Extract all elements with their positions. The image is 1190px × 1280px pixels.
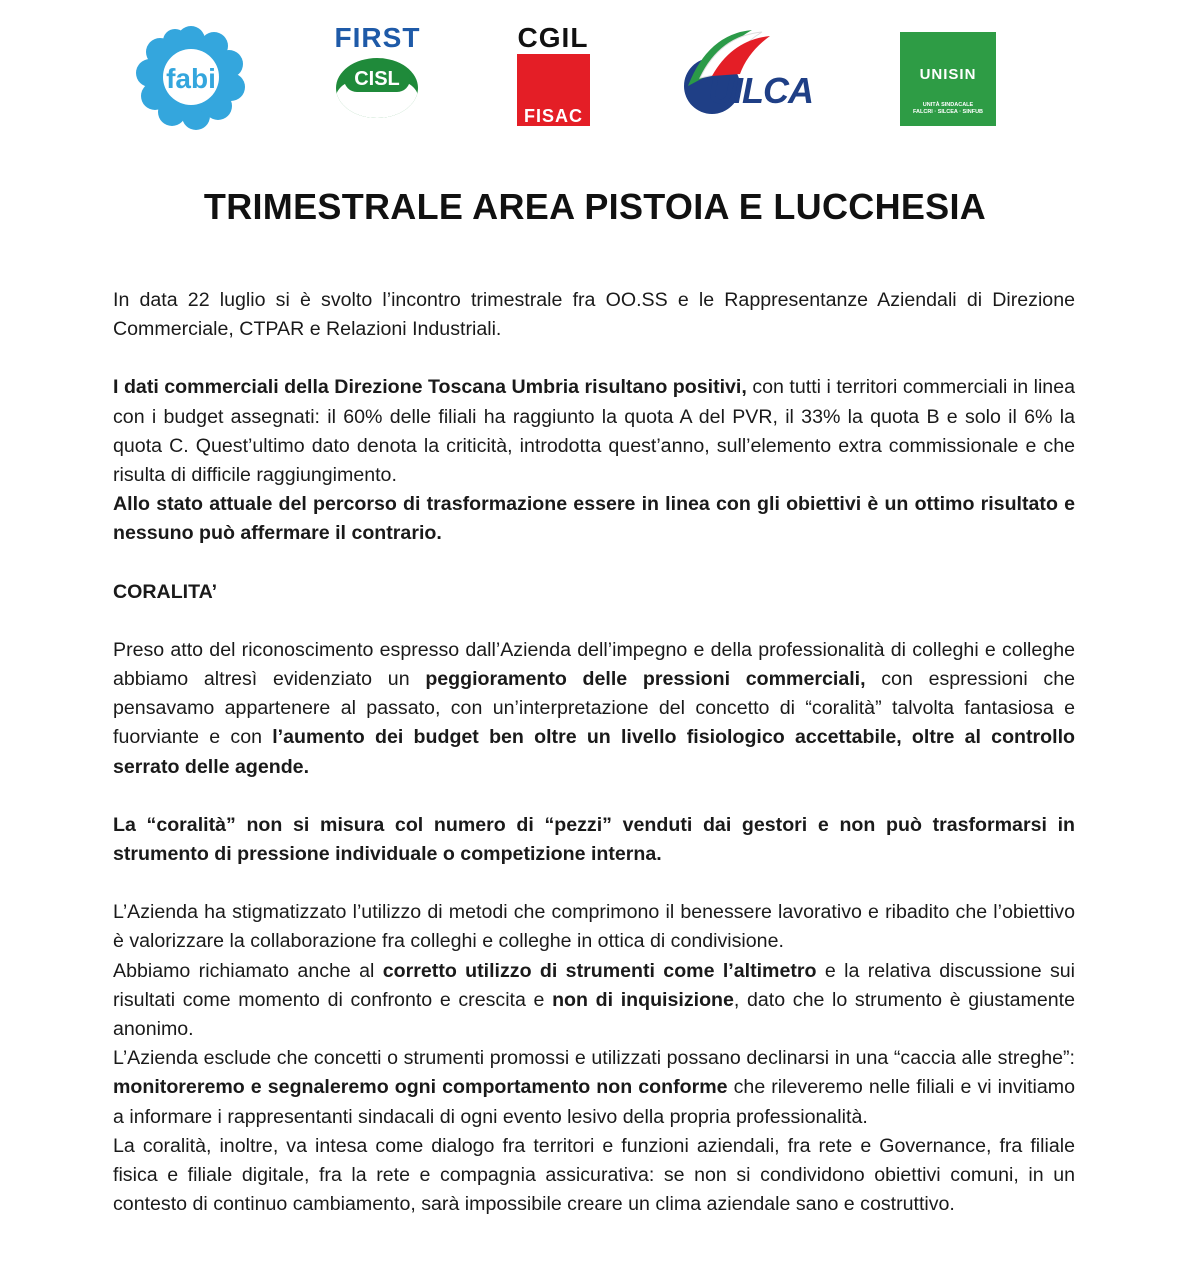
uilca-label: UILCA <box>708 70 813 111</box>
paragraph-company-position: L’Azienda ha stigmatizzato l’utilizzo di metodi che comprimono il benessere lavorativo e ribadito che l’obiettivo è valorizzare la collaborazione fra colleghi e colleghe in ottica di condivisione. <box>113 901 1075 953</box>
document-title: TRIMESTRALE AREA PISTOIA E LUCCHESIA <box>203 186 987 227</box>
fisac-label: FISAC <box>524 106 583 126</box>
paragraph-intro: In data 22 luglio si è svolto l’incontro trimestrale fra OO.SS e le Rappresentanze Aziendali di Direzione Commerciale, CTPAR e Relazioni Industriali. <box>113 289 1075 341</box>
logo-bar <box>0 22 1190 132</box>
unisin-label: UNISIN <box>919 66 977 83</box>
paragraph-corality-statement: La “coralità” non si misura col numero di “pezzi” venduti dai gestori e non può trasformarsi in strumento di pressione individuale o competizione interna. <box>113 813 1075 866</box>
document-body <box>113 286 1075 1219</box>
paragraph-pressures: Preso atto del riconoscimento espresso dall’Azienda dell’impegno e della professionalità di colleghi e colleghe abbiamo altresì evidenziato un peggioramento delle pressioni commerciali, con espressioni che pensavamo appartenere al passato, con un’interpretazione del concetto di “coralità” talvolta fantasiosa e fuorviante e con l’aumento dei budget ben oltre un livello fisiologico accettabile, oltre al controllo serrato delle agende. <box>113 638 1075 778</box>
paragraph-conclusion: Allo stato attuale del percorso di trasformazione essere in linea con gli obiettivi è un ottimo risultato e nessuno può affermare il contrario. <box>113 493 1075 545</box>
first-cisl-logo <box>320 22 435 128</box>
fabi-flower-icon <box>130 24 252 130</box>
fabi-logo <box>130 24 252 130</box>
paragraph-dialogue: La coralità, inoltre, va intesa come dialogo fra territori e funzioni aziendali, fra rete e Governance, fra filiale fisica e filiale digitale, fra la rete e compagnia assicurativa: se non si condividono obiettivi comuni, in un contesto di continuo cambiamento, sarà impossibile creare un clima aziendale sano e costruttivo. <box>113 1134 1075 1216</box>
cgil-fisac-logo <box>515 22 591 128</box>
first-label: FIRST <box>334 22 421 53</box>
paragraph-commercial-data: I dati commerciali della Direzione Toscana Umbria risultano positivi, con tutti i territori commerciali in linea con i budget assegnati: il 60% delle filiali ha raggiunto la quota A del PVR, il 33% la quota B e solo il 6% la quota C. Quest’ultimo dato denota la criticità, introdotta quest’anno, sull’elemento extra commissionale e che risulta di difficile raggiungimento. <box>113 376 1075 487</box>
cisl-label: CISL <box>354 68 400 90</box>
unisin-subtitle: UNITÀ SINDACALE FALCRI · SILCEA · SINFUB <box>912 102 984 115</box>
cgil-label: CGIL <box>517 22 589 53</box>
paragraph-altimeter: Abbiamo richiamato anche al corretto utilizzo di strumenti come l’altimetro e la relativa discussione sui risultati come momento di confronto e crescita e non di inquisizione, dato che lo strumento è giustamente anonimo. <box>113 959 1075 1041</box>
uilca-logo <box>678 26 812 126</box>
paragraph-monitoring: L’Azienda esclude che concetti o strumenti promossi e utilizzati possano declinarsi in una “caccia alle streghe”: monitoreremo e segnaleremo ogni comportamento non conforme che rileveremo nelle filiali e vi invitiamo a informare i rappresentanti sindacali di ogni evento lesivo della propria professionalità. <box>113 1047 1075 1128</box>
svg-text:fabi: fabi <box>166 63 216 94</box>
section-heading: CORALITA’ <box>113 580 218 603</box>
unisin-logo <box>900 32 996 126</box>
